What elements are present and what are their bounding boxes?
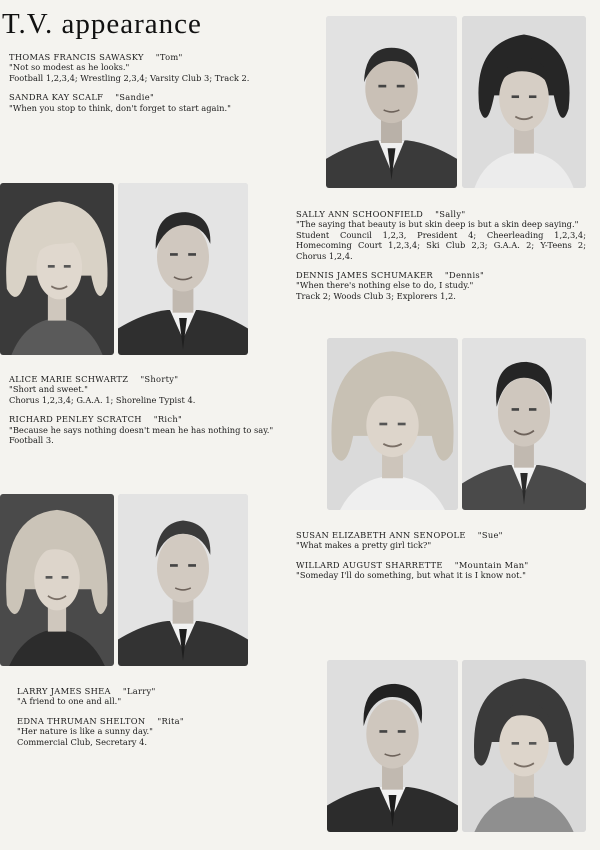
portrait-photo-bottom-right <box>462 660 586 832</box>
portrait-photo-scratch <box>118 183 248 355</box>
student-nickname: "Mountain Man" <box>454 559 529 570</box>
entry-group-sawasky-scalf <box>9 52 249 113</box>
entry-group-senopole-sharrette <box>296 530 528 581</box>
student-name: DENNIS JAMES SCHUMAKER <box>296 270 433 281</box>
student-name-line <box>17 686 184 696</box>
student-activities: Commercial Club, Secretary 4. <box>17 736 148 747</box>
student-quote: "Someday I'll do something, but what it is I know not." <box>296 570 526 581</box>
student-name: WILLARD AUGUST SHARRETTE <box>296 559 443 570</box>
student-quote: "Because he says nothing doesn't mean he has nothing to say." <box>9 424 274 435</box>
student-name: SANDRA KAY SCALF <box>9 92 104 103</box>
student-name-line <box>296 530 528 540</box>
student-nickname: "Dennis" <box>444 270 485 281</box>
portrait-photo-shea <box>0 494 114 666</box>
entry-group-schoonfield-schumaker <box>296 209 586 301</box>
entry-group-schwartz-scratch <box>9 374 273 445</box>
portrait-photo-bottom-left <box>327 660 458 832</box>
student-quote: "When you stop to think, don't forget to start again." <box>9 102 231 113</box>
student-activities: Track 2; Woods Club 3; Explorers 1,2. <box>296 290 456 301</box>
student-activities: Football 3. <box>9 435 54 446</box>
student-activities: Student Council 1,2,3, President 4; Cheerleading 1,2,3,4; Homecoming Court 1,2,3,4; Ski Club 2,3; G.A.A. 2; Y-Teens 2; Chorus 1,2,4. <box>296 229 586 261</box>
page-title: T.V. appearance <box>2 8 202 40</box>
student-quote: "When there's nothing else to do, I study." <box>296 280 474 291</box>
student-nickname: "Larry" <box>122 686 156 696</box>
student-name-line <box>17 716 184 726</box>
student-nickname: "Sandie" <box>115 92 155 103</box>
portrait-photo-shelton <box>118 494 248 666</box>
student-quote: "Her nature is like a sunny day." <box>17 726 153 737</box>
entry-group-shea-shelton <box>17 686 184 747</box>
student-quote: "Short and sweet." <box>9 384 88 395</box>
student-name: SALLY ANN SCHOONFIELD <box>296 209 424 219</box>
student-quote: "The saying that beauty is but skin deep is but a skin deep saying." <box>296 219 579 230</box>
student-name: ALICE MARIE SCHWARTZ <box>9 374 129 384</box>
student-nickname: "Shorty" <box>140 374 179 384</box>
student-name-line <box>9 92 249 102</box>
student-name-line <box>296 209 586 219</box>
portrait-photo-scalf <box>462 16 586 188</box>
portrait-photo-senopole <box>327 338 458 510</box>
student-nickname: "Tom" <box>155 52 183 62</box>
student-quote: "Not so modest as he looks." <box>9 62 130 73</box>
student-nickname: "Rich" <box>153 414 183 425</box>
student-name-line <box>9 374 273 384</box>
student-name: LARRY JAMES SHEA <box>17 686 111 696</box>
student-name-line <box>9 414 273 424</box>
portrait-photo-sawasky <box>326 16 457 188</box>
student-name: THOMAS FRANCIS SAWASKY <box>9 52 144 62</box>
student-name: RICHARD PENLEY SCRATCH <box>9 414 142 425</box>
student-name: SUSAN ELIZABETH ANN SENOPOLE <box>296 530 466 540</box>
student-nickname: "Sally" <box>435 209 466 219</box>
student-quote: "A friend to one and all." <box>17 696 122 707</box>
portrait-photo-schwartz <box>0 183 114 355</box>
student-activities: Chorus 1,2,3,4; G.A.A. 1; Shoreline Typist 4. <box>9 394 196 405</box>
student-nickname: "Sue" <box>477 530 503 540</box>
student-quote: "What makes a pretty girl tick?" <box>296 540 432 551</box>
student-name-line <box>296 270 586 280</box>
portrait-photo-sharrette <box>462 338 586 510</box>
student-name-line <box>9 52 249 62</box>
student-name-line <box>296 560 528 570</box>
student-name: EDNA THRUMAN SHELTON <box>17 715 146 726</box>
student-nickname: "Rita" <box>157 715 185 726</box>
student-activities: Football 1,2,3,4; Wrestling 2,3,4; Varsity Club 3; Track 2. <box>9 72 250 83</box>
